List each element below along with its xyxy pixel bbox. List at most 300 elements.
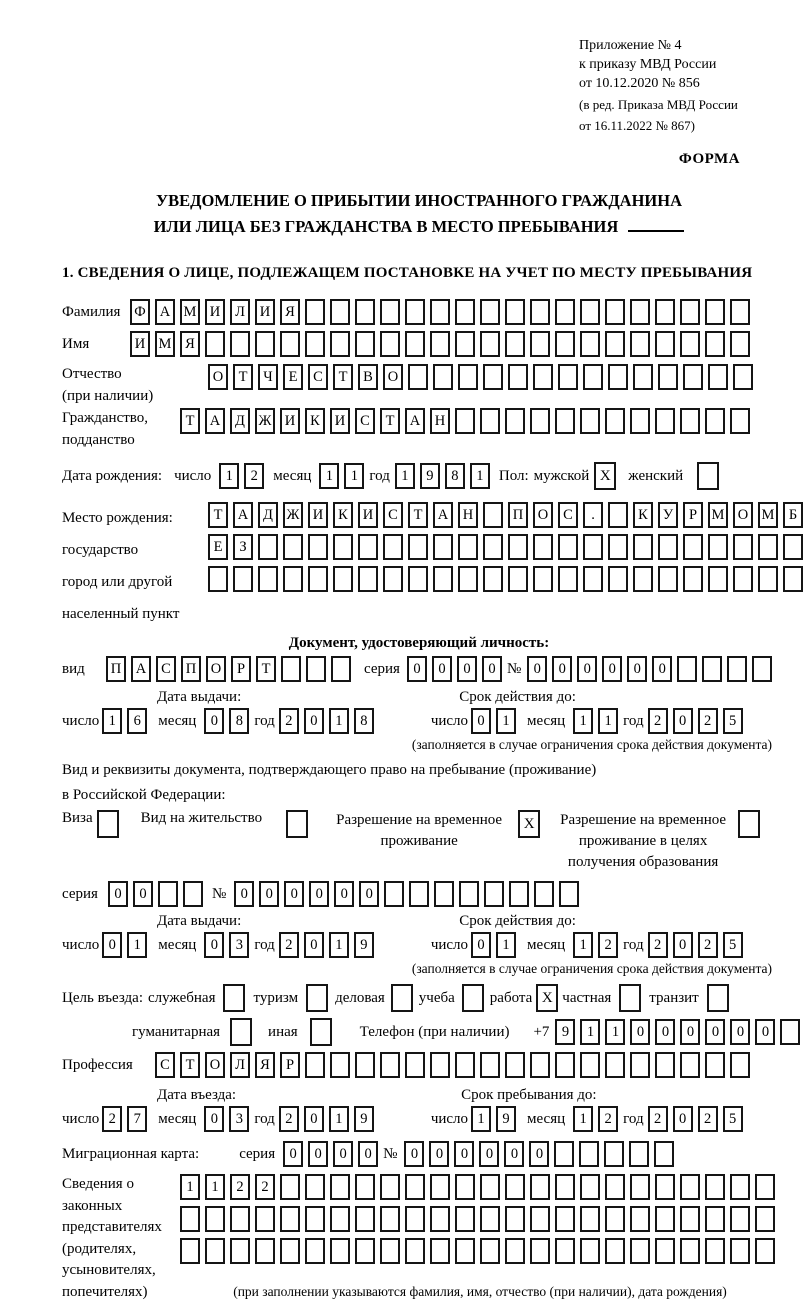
- char-box[interactable]: [158, 881, 178, 907]
- char-box[interactable]: [633, 566, 653, 592]
- char-box[interactable]: 0: [308, 1141, 328, 1167]
- char-box[interactable]: С: [308, 364, 328, 390]
- char-box[interactable]: [555, 1238, 575, 1264]
- char-box[interactable]: [331, 656, 351, 682]
- char-box[interactable]: [305, 1206, 325, 1232]
- char-box[interactable]: [708, 534, 728, 560]
- char-box[interactable]: [555, 1174, 575, 1200]
- char-box[interactable]: [230, 331, 250, 357]
- char-box[interactable]: 9: [354, 1106, 374, 1132]
- char-box[interactable]: [455, 1052, 475, 1078]
- char-box[interactable]: 0: [133, 881, 153, 907]
- char-box[interactable]: [727, 656, 747, 682]
- char-box[interactable]: [583, 566, 603, 592]
- char-box[interactable]: Н: [430, 408, 450, 434]
- char-box[interactable]: [280, 1174, 300, 1200]
- char-box[interactable]: 5: [723, 1106, 743, 1132]
- char-box[interactable]: Т: [380, 408, 400, 434]
- char-box[interactable]: [702, 656, 722, 682]
- char-box[interactable]: Ф: [130, 299, 150, 325]
- char-box[interactable]: Б: [783, 502, 803, 528]
- char-box[interactable]: [608, 364, 628, 390]
- char-box[interactable]: [758, 534, 778, 560]
- char-box[interactable]: [509, 881, 529, 907]
- char-box[interactable]: [708, 364, 728, 390]
- char-box[interactable]: [480, 331, 500, 357]
- char-box[interactable]: 1: [205, 1174, 225, 1200]
- char-box[interactable]: Р: [231, 656, 251, 682]
- char-box[interactable]: Т: [180, 408, 200, 434]
- char-box[interactable]: 0: [577, 656, 597, 682]
- char-box[interactable]: [355, 1238, 375, 1264]
- char-box[interactable]: О: [533, 502, 553, 528]
- char-box[interactable]: 0: [432, 656, 452, 682]
- char-box[interactable]: 0: [284, 881, 304, 907]
- char-box[interactable]: [705, 408, 725, 434]
- char-box[interactable]: [629, 1141, 649, 1167]
- char-box[interactable]: [505, 1238, 525, 1264]
- char-box[interactable]: [630, 1206, 650, 1232]
- char-box[interactable]: [408, 566, 428, 592]
- char-box[interactable]: [605, 1238, 625, 1264]
- char-box[interactable]: [580, 331, 600, 357]
- char-box[interactable]: Я: [255, 1052, 275, 1078]
- char-box[interactable]: [405, 1052, 425, 1078]
- char-box[interactable]: [755, 1238, 775, 1264]
- char-box[interactable]: [280, 1238, 300, 1264]
- char-box[interactable]: [580, 299, 600, 325]
- char-box[interactable]: [730, 1174, 750, 1200]
- char-box[interactable]: [380, 1206, 400, 1232]
- char-box[interactable]: [752, 656, 772, 682]
- char-box[interactable]: [630, 1174, 650, 1200]
- char-box[interactable]: 1: [219, 463, 239, 489]
- char-box[interactable]: [255, 1238, 275, 1264]
- char-box[interactable]: 8: [445, 463, 465, 489]
- char-box[interactable]: [630, 1238, 650, 1264]
- char-box[interactable]: 0: [627, 656, 647, 682]
- char-box[interactable]: 2: [648, 932, 668, 958]
- char-box[interactable]: 9: [555, 1019, 575, 1045]
- char-box[interactable]: [708, 566, 728, 592]
- char-box[interactable]: [305, 1174, 325, 1200]
- char-box[interactable]: [458, 534, 478, 560]
- char-box[interactable]: П: [181, 656, 201, 682]
- char-box[interactable]: Ж: [283, 502, 303, 528]
- char-box[interactable]: Л: [230, 299, 250, 325]
- char-box[interactable]: [533, 364, 553, 390]
- char-box[interactable]: 1: [573, 708, 593, 734]
- char-box[interactable]: [430, 1206, 450, 1232]
- char-box[interactable]: 2: [598, 1106, 618, 1132]
- char-box[interactable]: [180, 1238, 200, 1264]
- char-box[interactable]: [281, 656, 301, 682]
- char-box[interactable]: [455, 1174, 475, 1200]
- char-box[interactable]: [308, 566, 328, 592]
- char-box[interactable]: [480, 1052, 500, 1078]
- char-box[interactable]: [483, 364, 503, 390]
- char-box[interactable]: [305, 1052, 325, 1078]
- char-box[interactable]: [608, 566, 628, 592]
- char-box[interactable]: 2: [598, 932, 618, 958]
- char-box[interactable]: [205, 331, 225, 357]
- char-box[interactable]: О: [205, 1052, 225, 1078]
- char-box[interactable]: [655, 331, 675, 357]
- char-box[interactable]: 2: [230, 1174, 250, 1200]
- char-box[interactable]: [630, 1052, 650, 1078]
- char-box[interactable]: 7: [127, 1106, 147, 1132]
- char-box[interactable]: [180, 1206, 200, 1232]
- char-box[interactable]: [780, 1019, 800, 1045]
- char-box[interactable]: [305, 299, 325, 325]
- char-box[interactable]: 0: [334, 881, 354, 907]
- char-box[interactable]: [730, 1238, 750, 1264]
- char-box[interactable]: О: [206, 656, 226, 682]
- char-box[interactable]: [680, 408, 700, 434]
- char-box[interactable]: Я: [180, 331, 200, 357]
- char-box[interactable]: [559, 881, 579, 907]
- char-box[interactable]: [380, 1052, 400, 1078]
- char-box[interactable]: [605, 331, 625, 357]
- char-box[interactable]: 1: [471, 1106, 491, 1132]
- char-box[interactable]: 0: [471, 708, 491, 734]
- char-box[interactable]: [530, 1174, 550, 1200]
- char-box[interactable]: [480, 1206, 500, 1232]
- char-box[interactable]: 0: [655, 1019, 675, 1045]
- char-box[interactable]: 2: [102, 1106, 122, 1132]
- char-box[interactable]: [733, 534, 753, 560]
- char-box[interactable]: [505, 408, 525, 434]
- char-box[interactable]: [508, 566, 528, 592]
- char-box[interactable]: [455, 1206, 475, 1232]
- char-box[interactable]: [358, 534, 378, 560]
- char-box[interactable]: [655, 1206, 675, 1232]
- char-box[interactable]: [705, 1174, 725, 1200]
- char-box[interactable]: [305, 331, 325, 357]
- char-box[interactable]: И: [205, 299, 225, 325]
- char-box[interactable]: [555, 299, 575, 325]
- char-box[interactable]: [605, 1206, 625, 1232]
- char-box[interactable]: Л: [230, 1052, 250, 1078]
- char-box[interactable]: [330, 331, 350, 357]
- char-box[interactable]: [480, 299, 500, 325]
- char-box[interactable]: [430, 299, 450, 325]
- char-box[interactable]: 8: [229, 708, 249, 734]
- char-box[interactable]: [433, 364, 453, 390]
- char-box[interactable]: С: [156, 656, 176, 682]
- char-box[interactable]: [233, 566, 253, 592]
- char-box[interactable]: 0: [602, 656, 622, 682]
- char-box[interactable]: И: [330, 408, 350, 434]
- char-box[interactable]: [306, 656, 326, 682]
- char-box[interactable]: [558, 364, 578, 390]
- char-box[interactable]: К: [633, 502, 653, 528]
- char-box[interactable]: П: [106, 656, 126, 682]
- char-box[interactable]: 0: [304, 1106, 324, 1132]
- char-box[interactable]: [580, 1206, 600, 1232]
- char-box[interactable]: [730, 1206, 750, 1232]
- char-box[interactable]: Д: [258, 502, 278, 528]
- char-box[interactable]: [783, 534, 803, 560]
- char-box[interactable]: А: [433, 502, 453, 528]
- char-box[interactable]: [333, 534, 353, 560]
- char-box[interactable]: 1: [180, 1174, 200, 1200]
- char-box[interactable]: 0: [479, 1141, 499, 1167]
- char-box[interactable]: [605, 1052, 625, 1078]
- char-box[interactable]: [258, 566, 278, 592]
- char-box[interactable]: И: [358, 502, 378, 528]
- char-box[interactable]: У: [658, 502, 678, 528]
- char-box[interactable]: [230, 1238, 250, 1264]
- char-box[interactable]: [655, 408, 675, 434]
- char-box[interactable]: [680, 1174, 700, 1200]
- char-box[interactable]: [604, 1141, 624, 1167]
- char-box[interactable]: [680, 299, 700, 325]
- char-box[interactable]: [330, 1238, 350, 1264]
- char-box[interactable]: А: [405, 408, 425, 434]
- char-box[interactable]: [680, 1238, 700, 1264]
- char-box[interactable]: М: [155, 331, 175, 357]
- char-box[interactable]: [530, 1238, 550, 1264]
- char-box[interactable]: [733, 566, 753, 592]
- char-box[interactable]: Е: [208, 534, 228, 560]
- char-box[interactable]: 6: [127, 708, 147, 734]
- char-box[interactable]: [405, 299, 425, 325]
- char-box[interactable]: [705, 331, 725, 357]
- char-box[interactable]: 0: [673, 932, 693, 958]
- char-box[interactable]: Д: [230, 408, 250, 434]
- blank-line[interactable]: [628, 218, 684, 232]
- char-box[interactable]: .: [583, 502, 603, 528]
- char-box[interactable]: [455, 1238, 475, 1264]
- char-box[interactable]: 0: [673, 708, 693, 734]
- char-box[interactable]: 0: [630, 1019, 650, 1045]
- char-box[interactable]: 1: [573, 932, 593, 958]
- char-box[interactable]: Т: [408, 502, 428, 528]
- char-box[interactable]: Н: [458, 502, 478, 528]
- char-box[interactable]: [755, 1174, 775, 1200]
- char-box[interactable]: 0: [454, 1141, 474, 1167]
- char-box[interactable]: 0: [204, 708, 224, 734]
- char-box[interactable]: 1: [329, 932, 349, 958]
- char-box[interactable]: И: [255, 299, 275, 325]
- char-box[interactable]: [530, 331, 550, 357]
- visa-checkbox[interactable]: [97, 810, 119, 838]
- char-box[interactable]: [508, 534, 528, 560]
- char-box[interactable]: 0: [102, 932, 122, 958]
- char-box[interactable]: М: [758, 502, 778, 528]
- char-box[interactable]: 1: [329, 708, 349, 734]
- char-box[interactable]: М: [708, 502, 728, 528]
- char-box[interactable]: [405, 1238, 425, 1264]
- char-box[interactable]: [533, 534, 553, 560]
- char-box[interactable]: 5: [723, 708, 743, 734]
- char-box[interactable]: [283, 566, 303, 592]
- char-box[interactable]: А: [131, 656, 151, 682]
- char-box[interactable]: [483, 566, 503, 592]
- char-box[interactable]: 0: [705, 1019, 725, 1045]
- char-box[interactable]: [433, 534, 453, 560]
- char-box[interactable]: 1: [580, 1019, 600, 1045]
- char-box[interactable]: [555, 1206, 575, 1232]
- char-box[interactable]: А: [155, 299, 175, 325]
- char-box[interactable]: 0: [652, 656, 672, 682]
- char-box[interactable]: 0: [482, 656, 502, 682]
- char-box[interactable]: Е: [283, 364, 303, 390]
- char-box[interactable]: 0: [204, 1106, 224, 1132]
- char-box[interactable]: [730, 331, 750, 357]
- char-box[interactable]: [355, 1174, 375, 1200]
- char-box[interactable]: В: [358, 364, 378, 390]
- char-box[interactable]: [384, 881, 404, 907]
- char-box[interactable]: [483, 534, 503, 560]
- char-box[interactable]: 0: [404, 1141, 424, 1167]
- char-box[interactable]: [658, 566, 678, 592]
- char-box[interactable]: [605, 299, 625, 325]
- char-box[interactable]: [505, 299, 525, 325]
- char-box[interactable]: [705, 1052, 725, 1078]
- char-box[interactable]: [533, 566, 553, 592]
- char-box[interactable]: [658, 364, 678, 390]
- char-box[interactable]: [409, 881, 429, 907]
- char-box[interactable]: [434, 881, 454, 907]
- char-box[interactable]: [355, 331, 375, 357]
- char-box[interactable]: [505, 1174, 525, 1200]
- temp-residence-checkbox[interactable]: X: [518, 810, 540, 838]
- char-box[interactable]: К: [305, 408, 325, 434]
- char-box[interactable]: 3: [229, 932, 249, 958]
- char-box[interactable]: [480, 1174, 500, 1200]
- char-box[interactable]: К: [333, 502, 353, 528]
- char-box[interactable]: 1: [319, 463, 339, 489]
- char-box[interactable]: С: [383, 502, 403, 528]
- char-box[interactable]: [484, 881, 504, 907]
- char-box[interactable]: 1: [329, 1106, 349, 1132]
- char-box[interactable]: [330, 1206, 350, 1232]
- char-box[interactable]: [655, 1052, 675, 1078]
- char-box[interactable]: [633, 534, 653, 560]
- char-box[interactable]: [658, 534, 678, 560]
- char-box[interactable]: [255, 1206, 275, 1232]
- char-box[interactable]: [430, 1238, 450, 1264]
- char-box[interactable]: Р: [683, 502, 703, 528]
- char-box[interactable]: [430, 1052, 450, 1078]
- char-box[interactable]: 1: [395, 463, 415, 489]
- char-box[interactable]: [558, 566, 578, 592]
- char-box[interactable]: Т: [256, 656, 276, 682]
- char-box[interactable]: [208, 566, 228, 592]
- char-box[interactable]: [205, 1206, 225, 1232]
- char-box[interactable]: 0: [333, 1141, 353, 1167]
- char-box[interactable]: [459, 881, 479, 907]
- char-box[interactable]: [534, 881, 554, 907]
- char-box[interactable]: 2: [698, 708, 718, 734]
- char-box[interactable]: [505, 1206, 525, 1232]
- char-box[interactable]: [583, 364, 603, 390]
- char-box[interactable]: [508, 364, 528, 390]
- sex-male-checkbox[interactable]: X: [594, 462, 616, 490]
- char-box[interactable]: [355, 299, 375, 325]
- char-box[interactable]: [733, 364, 753, 390]
- char-box[interactable]: 0: [504, 1141, 524, 1167]
- char-box[interactable]: Т: [333, 364, 353, 390]
- char-box[interactable]: [555, 408, 575, 434]
- char-box[interactable]: 9: [354, 932, 374, 958]
- char-box[interactable]: [455, 299, 475, 325]
- char-box[interactable]: [683, 364, 703, 390]
- char-box[interactable]: [458, 566, 478, 592]
- char-box[interactable]: [755, 1206, 775, 1232]
- char-box[interactable]: [430, 331, 450, 357]
- char-box[interactable]: [380, 1238, 400, 1264]
- char-box[interactable]: 9: [420, 463, 440, 489]
- char-box[interactable]: [183, 881, 203, 907]
- char-box[interactable]: [580, 1238, 600, 1264]
- char-box[interactable]: Т: [180, 1052, 200, 1078]
- char-box[interactable]: Р: [280, 1052, 300, 1078]
- char-box[interactable]: [558, 534, 578, 560]
- char-box[interactable]: 2: [279, 932, 299, 958]
- char-box[interactable]: [383, 534, 403, 560]
- char-box[interactable]: [480, 1238, 500, 1264]
- char-box[interactable]: С: [155, 1052, 175, 1078]
- purpose-study-checkbox[interactable]: [462, 984, 484, 1012]
- char-box[interactable]: [305, 1238, 325, 1264]
- char-box[interactable]: С: [355, 408, 375, 434]
- char-box[interactable]: [608, 502, 628, 528]
- char-box[interactable]: [505, 331, 525, 357]
- char-box[interactable]: [579, 1141, 599, 1167]
- char-box[interactable]: [758, 566, 778, 592]
- char-box[interactable]: [433, 566, 453, 592]
- char-box[interactable]: [583, 534, 603, 560]
- char-box[interactable]: [330, 299, 350, 325]
- char-box[interactable]: 0: [673, 1106, 693, 1132]
- char-box[interactable]: С: [558, 502, 578, 528]
- char-box[interactable]: [258, 534, 278, 560]
- char-box[interactable]: [555, 331, 575, 357]
- char-box[interactable]: [430, 1174, 450, 1200]
- char-box[interactable]: [655, 1238, 675, 1264]
- char-box[interactable]: [654, 1141, 674, 1167]
- char-box[interactable]: [283, 534, 303, 560]
- char-box[interactable]: [455, 408, 475, 434]
- char-box[interactable]: 0: [680, 1019, 700, 1045]
- char-box[interactable]: [655, 299, 675, 325]
- char-box[interactable]: 0: [755, 1019, 775, 1045]
- char-box[interactable]: П: [508, 502, 528, 528]
- char-box[interactable]: [308, 534, 328, 560]
- char-box[interactable]: [580, 1174, 600, 1200]
- char-box[interactable]: 1: [496, 708, 516, 734]
- char-box[interactable]: [783, 566, 803, 592]
- purpose-humanitarian-checkbox[interactable]: [230, 1018, 252, 1046]
- char-box[interactable]: [730, 408, 750, 434]
- char-box[interactable]: 8: [354, 708, 374, 734]
- char-box[interactable]: 0: [527, 656, 547, 682]
- char-box[interactable]: 0: [359, 881, 379, 907]
- char-box[interactable]: [280, 1206, 300, 1232]
- temp-residence-education-checkbox[interactable]: [738, 810, 760, 838]
- char-box[interactable]: 1: [344, 463, 364, 489]
- char-box[interactable]: М: [180, 299, 200, 325]
- char-box[interactable]: [530, 1052, 550, 1078]
- char-box[interactable]: [555, 1052, 575, 1078]
- char-box[interactable]: [333, 566, 353, 592]
- sex-female-checkbox[interactable]: [697, 462, 719, 490]
- char-box[interactable]: 0: [529, 1141, 549, 1167]
- char-box[interactable]: 0: [309, 881, 329, 907]
